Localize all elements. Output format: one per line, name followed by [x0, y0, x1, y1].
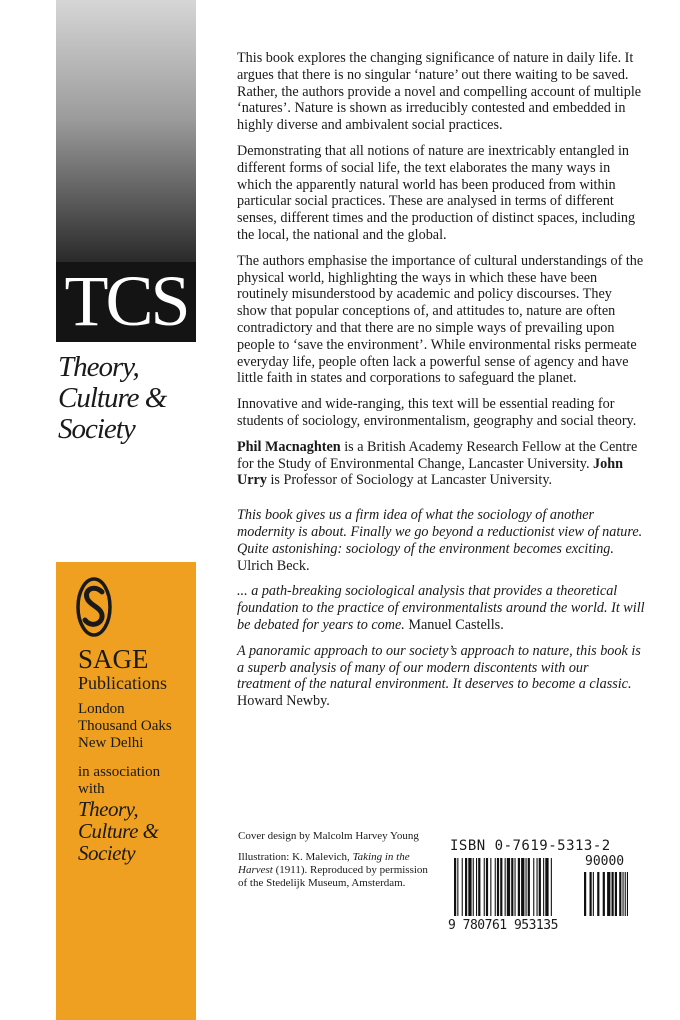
- barcode-bar: [484, 858, 485, 916]
- author-bio: [237, 439, 645, 489]
- barcode-block: [448, 838, 644, 933]
- publisher-city: London: [78, 701, 125, 717]
- assoc-line: with: [78, 781, 105, 797]
- sidebar-gradient: [56, 0, 196, 262]
- barcode-bar: [476, 858, 477, 916]
- ean-number: 9 780761 953135: [448, 918, 558, 933]
- barcode-bar: [507, 858, 510, 916]
- credits: [238, 830, 428, 898]
- author-name: John Urry: [237, 455, 624, 489]
- barcode-bar: [505, 858, 506, 916]
- barcode-bar: [526, 858, 527, 916]
- assoc-series-line: Theory,: [78, 797, 139, 821]
- barcode-bar: [625, 872, 626, 916]
- publisher-panel: [56, 562, 196, 1020]
- barcode-bar: [478, 858, 480, 916]
- barcode-bar: [612, 872, 614, 916]
- quote-author: Howard Newby.: [237, 693, 330, 710]
- barcode-bar: [495, 858, 496, 916]
- barcode-bar: [515, 858, 516, 916]
- barcode-bar: [537, 858, 538, 916]
- barcode-bar: [539, 858, 541, 916]
- price-code: 90000: [585, 854, 625, 869]
- series-name: [58, 352, 208, 445]
- barcode-bar: [619, 872, 621, 916]
- series-line: Culture &: [58, 382, 167, 414]
- barcode-bar: [545, 858, 548, 916]
- blurb: [237, 50, 645, 719]
- barcode-bar: [543, 858, 544, 916]
- blurb-paragraph: Demonstrating that all notions of nature are inextricably entangled in different forms of social life, the text elaborates the many ways in which the apparently natural world has been produced from within particular social practices. These are analysed in terms of different senses, different times and the production of distinct spaces, including the local, the national and the global.: [237, 142, 636, 243]
- barcode-bar: [607, 872, 610, 916]
- barcode-bar: [468, 858, 471, 916]
- blurb-paragraph: This book explores the changing significance of nature in daily life. It argues that there is no singular ‘nature’ out there waiting to be saved. Rather, the authors provide a novel and compelling account of multiple ‘natures’. Nature is shown as irreducibly contested and embedded in highly diverse and ambivalent social practices.: [237, 50, 642, 134]
- barcode-bar: [627, 872, 628, 916]
- publisher-text: [78, 646, 196, 864]
- barcode-bar: [533, 858, 534, 916]
- author-desc: is a British Academy Research Fellow at the Centre for the Study of Environmental Change, Lancaster University.: [237, 438, 638, 472]
- barcode-bar: [590, 872, 592, 916]
- author-name: Phil Macnaghten: [237, 438, 341, 455]
- barcode-bar: [500, 858, 502, 916]
- cover-credit: Cover design by Malcolm Harvey Young: [238, 830, 419, 842]
- barcode-bar: [584, 872, 586, 916]
- review-quote: This book gives us a firm idea of what the sociology of another modernity is about. Finally we go beyond a reductionist view of nature. Quite astonishing: sociology of the environment becomes exciting. Ulrich Beck.: [237, 507, 643, 574]
- review-quote: ... a path-breaking sociological analysis that provides a theoretical foundation to the practice of environmentalists around the world. It will be debated for years to come. Manuel Castells.: [237, 583, 645, 633]
- quote-author: Manuel Castells.: [404, 616, 504, 633]
- isbn-label: ISBN 0-7619-5313-2: [450, 838, 611, 854]
- barcode-bar: [497, 858, 499, 916]
- review-quote: A panoramic approach to our society’s approach to nature, this book is a superb analysis of many of our modern discontents with our treatment of the natural environment. It deserves to become a classic. Howard Newby.: [237, 642, 641, 710]
- tcs-logo: TCS: [56, 262, 196, 342]
- barcode-bar: [521, 858, 524, 916]
- publisher-city: New Delhi: [78, 735, 144, 751]
- barcode-bar: [603, 872, 605, 916]
- barcode-bar: [597, 872, 599, 916]
- blurb-paragraph: Innovative and wide-ranging, this text will be essential reading for students of sociology, environmentalism, geography and social theory.: [237, 396, 637, 429]
- barcode-bar: [457, 858, 458, 916]
- publisher-name: SAGE: [78, 644, 149, 674]
- barcode-bar: [490, 858, 491, 916]
- assoc-series-line: Culture &: [78, 819, 159, 843]
- blurb-paragraph: The authors emphasise the importance of cultural understandings of the physical world, highlighting the ways in which these have been routinely misunderstood by academic and policy discourses. They show that popular conceptions of, and attitudes to, nature are often contradictory and that there are no simple ways of prevailing upon people to ‘save the environment’. While environmental risks permeate everyday life, people often lack a powerful sense of agency and have little faith in states and corporations to safeguard the planet.: [237, 252, 644, 387]
- assoc-series-line: Society: [78, 841, 136, 865]
- series-line: Theory,: [58, 351, 139, 383]
- series-line: Society: [58, 413, 135, 445]
- barcode-bar: [486, 858, 488, 916]
- illustration-credit: Illustration: K. Malevich, Taking in the Harvest (1911). Reproduced by permission of the Stedelijk Museum, Amsterdam.: [238, 851, 428, 889]
- barcode-bar: [462, 858, 463, 916]
- barcode-bar: [511, 858, 513, 916]
- barcode-bar: [465, 858, 467, 916]
- barcode-bar: [528, 858, 530, 916]
- assoc-line: in association: [78, 764, 161, 780]
- barcode-bar: [615, 872, 617, 916]
- publisher-city: Thousand Oaks: [78, 718, 172, 734]
- author-desc: is Professor of Sociology at Lancaster University.: [266, 472, 553, 489]
- barcode-bar: [593, 872, 594, 916]
- barcode-bar: [518, 858, 520, 916]
- barcode-bar: [473, 858, 474, 916]
- barcode-bar: [551, 858, 552, 916]
- quote-author: Ulrich Beck.: [237, 557, 310, 574]
- publisher-line: Publications: [78, 673, 167, 693]
- sage-logo-icon: [76, 576, 112, 638]
- barcode-bar: [623, 872, 624, 916]
- barcode-bar: [454, 858, 456, 916]
